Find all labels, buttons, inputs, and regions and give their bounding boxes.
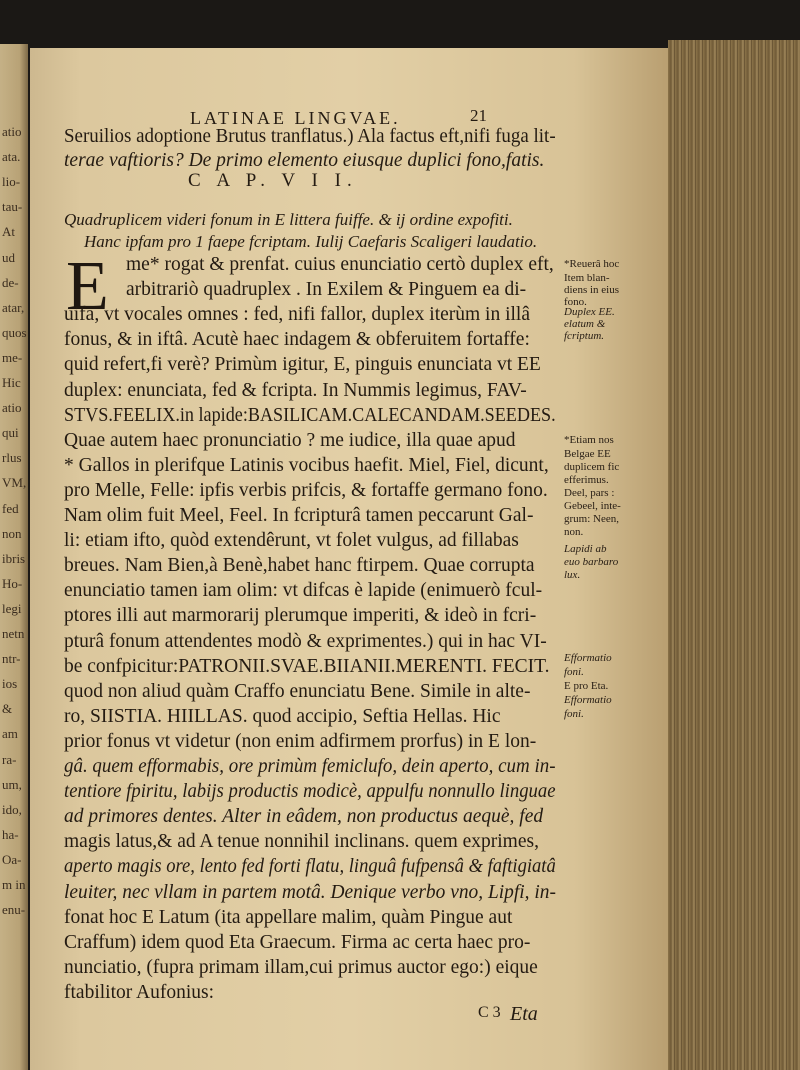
body-line: ftabilitor Aufonius: [64, 981, 215, 1003]
left-page-fragment: At [2, 224, 15, 240]
body-line: fonus, & in iftâ. Acutè haec indagem & obferuitem fortaffe: [64, 329, 530, 351]
signature-mark: C 3 [478, 1004, 501, 1021]
body-line: ad primores dentes. Alter in eâdem, non productus aequè, fed [64, 806, 544, 828]
margin-note: fcriptum. [564, 330, 605, 342]
left-page-fragment: Ho- [2, 575, 23, 591]
left-page-fragment: ud [2, 249, 15, 265]
running-header: LATINAE LINGVAE. [190, 108, 401, 128]
catchword: Eta [510, 1003, 538, 1025]
chapter-title: C A P. V I I. [188, 170, 358, 191]
margin-note: elatum & [564, 318, 606, 330]
left-page-fragment: am [2, 726, 18, 742]
left-page-fragment: ra- [2, 751, 17, 767]
intro-line: terae vaftioris? De primo elemento eiusque duplici fono,fatis. [64, 150, 545, 171]
body-line: magis latus,& ad A tenue nonnihil inclinans. quem exprimes, [64, 831, 539, 853]
body-line: fonat hoc E Latum (ita appellare malim, quàm Pingue aut [64, 906, 513, 928]
left-page-fragment: VM, [2, 475, 27, 491]
margin-note: foni. [564, 666, 584, 678]
body-line: ro, SIISTIA. HIILLAS. quod accipio, Seftia Hellas. Hic [64, 705, 501, 727]
margin-note: Belgae EE [564, 448, 611, 460]
body-line: STVS.FEELIX.in lapide:BASILICAM.CALECANDAM.SEEDES. [64, 404, 556, 426]
left-page-fragment: fed [2, 500, 19, 516]
left-page-fragment: atio [2, 400, 22, 416]
body-line: duplex: enunciata, fed & fcripta. In Nummis legimus, FAV- [64, 379, 527, 401]
margin-note: Item blan- [564, 272, 610, 284]
body-line: gâ. quem efformabis, ore primùm femiclufo, dein aperto, cum in- [64, 756, 556, 777]
page-edges-right [668, 40, 800, 1070]
chapter-summary-line: Hanc ipfam pro 1 faepe fcriptam. Iulij Caefaris Scaligeri laudatio. [84, 232, 538, 251]
margin-note: fono. [564, 296, 587, 308]
body-line: quod non aliud quàm Craffo enunciatu Bene. Simile in alte- [64, 680, 531, 702]
body-line: Nam olim fuit Meel, Feel. In fcripturâ tamen peccarunt Gal- [64, 505, 534, 526]
left-page-fragment: Hic [2, 375, 21, 390]
left-page-fragment: atio [2, 124, 22, 139]
left-page-edge [0, 44, 28, 1070]
body-line: nunciatio, (fupra primam illam,cui primus auctor ego:) eique [64, 956, 538, 978]
left-page-fragment: ha- [2, 826, 19, 842]
body-line: prior fonus vt videtur (non enim adfirmem prorfus) in E lon- [64, 730, 537, 752]
left-page-fragment: Oa- [2, 851, 22, 867]
margin-note: Deel, pars : [564, 487, 615, 499]
chapter-summary-line: Quadruplicem videri fonum in E littera fuiffe. & ij ordine expofiti. [64, 210, 513, 229]
page-number: 21 [470, 106, 487, 125]
left-page-fragment: ibris [2, 550, 26, 566]
margin-note: *Reuerâ hoc [564, 258, 620, 270]
left-page-fragment: um, [2, 776, 22, 792]
margin-note: foni. [564, 708, 584, 720]
body-line: me* rogat & prenfat. cuius enunciatio certò duplex eft, [126, 254, 554, 275]
margin-note: Efformatio [564, 694, 612, 706]
body-line: Quae autem haec pronunciatio ? me iudice, illa quae apud [64, 429, 516, 451]
left-page-fragment: quos [2, 324, 27, 340]
body-line: Craffum) idem quod Eta Graecum. Firma ac certa haec pro- [64, 931, 531, 953]
left-page-fragment: ata. [2, 149, 21, 165]
left-page-fragment: enu- [2, 902, 26, 918]
margin-note: duplicem fic [564, 461, 620, 473]
body-line: enunciatio tamen iam olim: vt difcas è lapide (enimuerò fcul- [64, 580, 543, 602]
margin-note: E pro Eta. [564, 680, 609, 692]
body-line: * Gallos in plerifque Latinis vocibus haefit. Miel, Fiel, dicunt, [64, 454, 549, 476]
body-line: ptores illi aut marmorarij plerumque imperiti, & ideò in fcri- [64, 605, 537, 627]
margin-note: *Etiam nos [564, 434, 614, 446]
body-line: leuiter, nec vllam in partem motâ. Denique verbo vno, Lipfi, in- [64, 881, 556, 903]
margin-note: non. [564, 526, 584, 538]
left-page-fragment: de- [2, 274, 19, 290]
left-page-fragment: ntr- [2, 651, 21, 667]
left-page-fragment: ios [2, 676, 18, 692]
margin-note: Lapidi ab [564, 543, 607, 555]
body-line: tentiore fpiritu, labijs productis modicè, appulfu nonnullo linguae [64, 781, 556, 803]
margin-note: Duplex EE. [564, 306, 615, 318]
left-page-fragment: netn [2, 626, 25, 641]
left-page-fragment: rlus [2, 450, 22, 466]
left-page-fragment: non [2, 525, 22, 541]
left-page-fragment: qui [2, 425, 19, 441]
body-line: pro Melle, Felle: ipfis verbis prifcis, & fortaffe germano fono. [64, 479, 548, 501]
body-line: breues. Nam Bien,à Benè,habet hanc ftirpem. Quae corrupta [64, 555, 535, 577]
body-line: li: etiam ifto, quòd extendêrunt, vt folet vulgus, ad fillabas [64, 530, 519, 552]
left-page-fragment: me- [2, 349, 23, 365]
left-page-fragment: & [2, 701, 13, 717]
body-line: arbitrariò quadruplex . In Exilem & Pinguem ea di- [126, 279, 527, 301]
intro-line: Seruilios adoptione Brutus tranflatus.) Ala factus eft,nifi fuga lit- [64, 126, 556, 147]
margin-note: Efformatio [564, 652, 612, 664]
left-page-fragment: atar, [2, 299, 25, 315]
left-page-fragment: lio- [2, 174, 21, 190]
margin-note: lux. [564, 569, 581, 581]
body-line: quid refert,fi verè? Primùm igitur, E, pinguis enunciata vt EE [64, 354, 541, 376]
margin-note: diens in eius [564, 284, 619, 296]
body-line: uifa, vt vocales omnes : fed, nifi fallor, duplex iterùm in illâ [64, 304, 531, 326]
left-page-fragment: ido, [2, 801, 22, 817]
left-page-fragment: m in [2, 877, 26, 892]
margin-note: Gebeel, inte- [564, 500, 621, 512]
left-page-fragment: legi [2, 600, 22, 616]
body-line: be confpicitur:PATRONII.SVAE.BIIANII.MERENTI. FECIT. [64, 655, 550, 677]
body-line: aperto magis ore, lento fed forti flatu, linguâ fufpensâ & faftigiatâ [64, 856, 556, 878]
margin-note: euo barbaro [564, 556, 619, 568]
drop-cap: E [66, 248, 109, 325]
left-page-fragment: tau- [2, 199, 23, 215]
body-line: pturâ fonum attendentes modò & exprimentes.) qui in hac VI- [64, 630, 547, 652]
margin-note: grum: Neen, [564, 513, 619, 525]
margin-note: efferimus. [564, 474, 609, 486]
